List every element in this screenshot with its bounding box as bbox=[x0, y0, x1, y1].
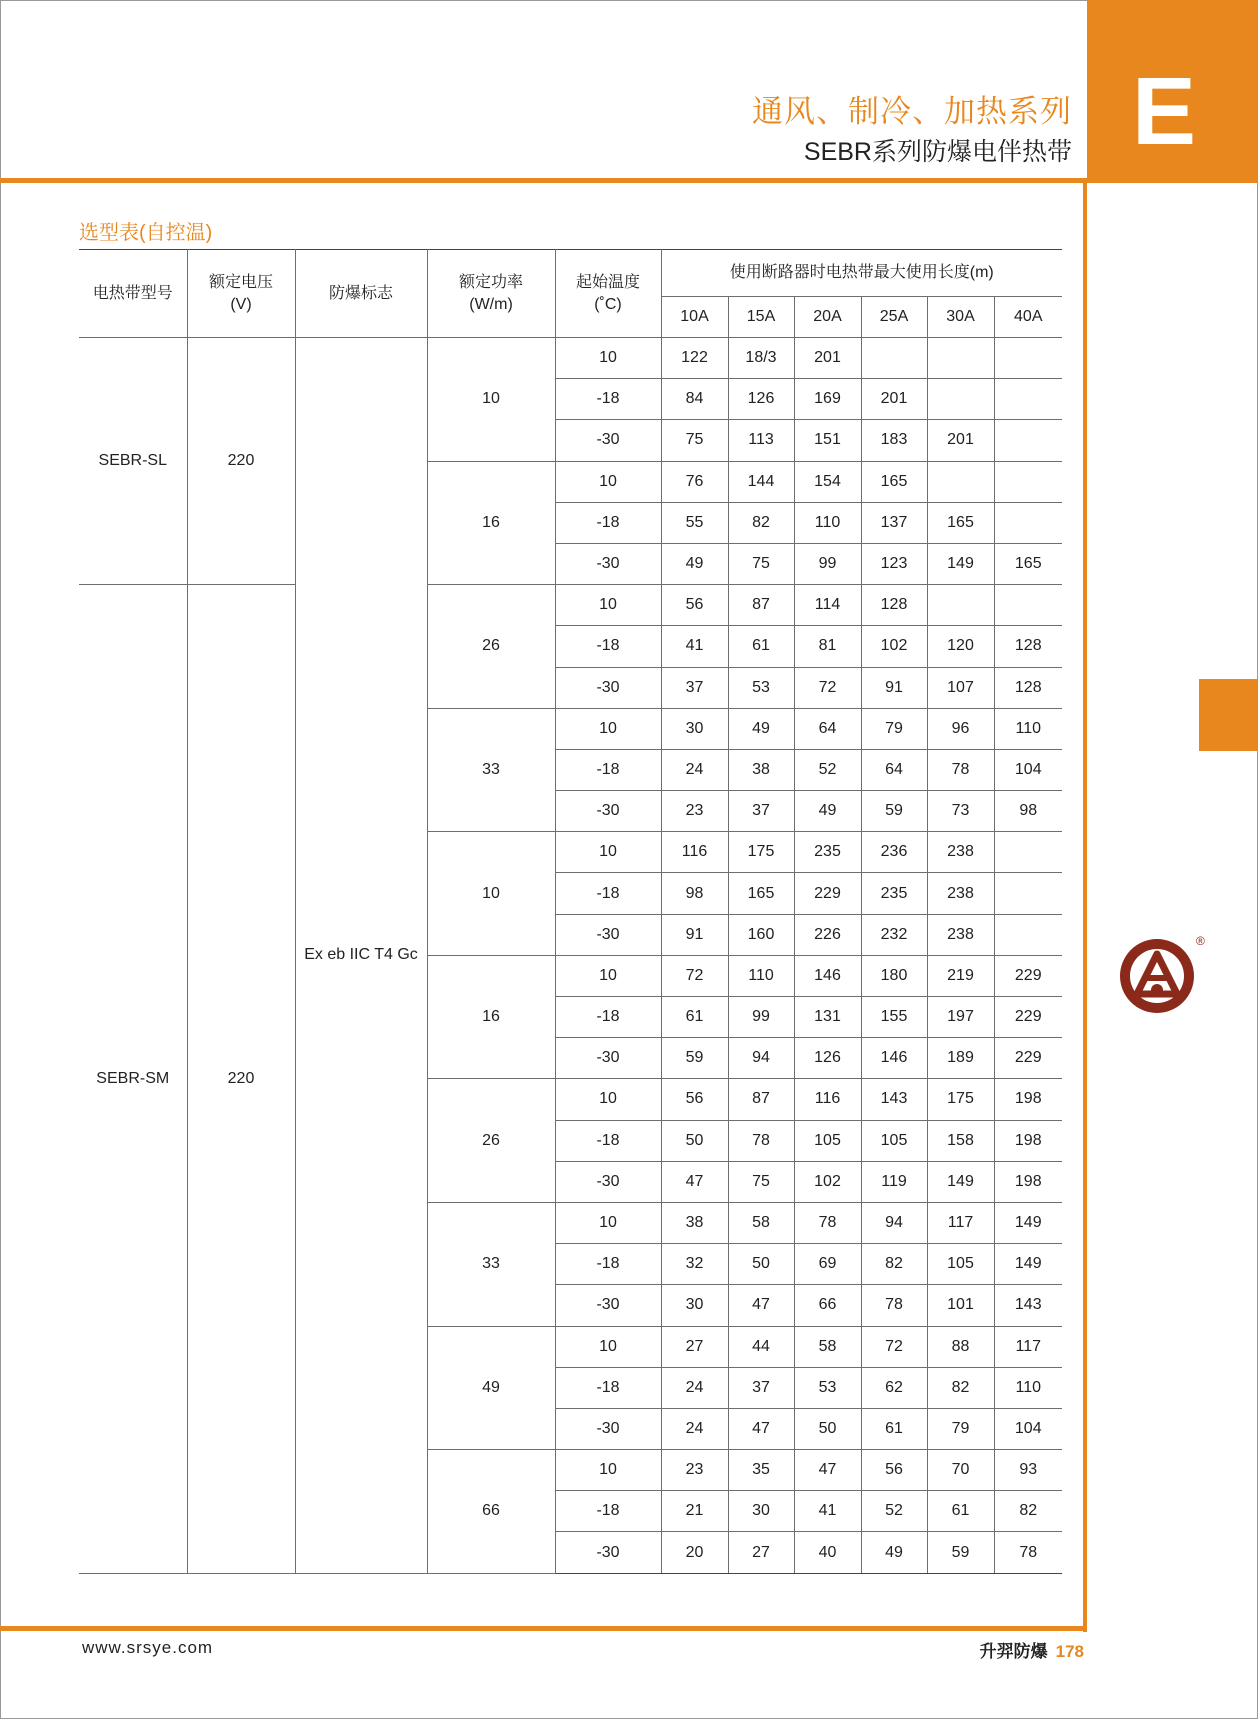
length-cell: 110 bbox=[728, 955, 794, 996]
length-cell: 41 bbox=[661, 626, 728, 667]
table-row bbox=[79, 338, 1062, 379]
length-cell: 175 bbox=[927, 1079, 994, 1120]
length-cell: 69 bbox=[794, 1244, 861, 1285]
length-cell: 61 bbox=[661, 997, 728, 1038]
length-cell: 30 bbox=[661, 708, 728, 749]
length-cell: 78 bbox=[994, 1532, 1062, 1573]
length-cell: 98 bbox=[661, 873, 728, 914]
length-cell: 104 bbox=[994, 1408, 1062, 1449]
length-cell: 98 bbox=[994, 791, 1062, 832]
length-cell: 165 bbox=[728, 873, 794, 914]
header-power-unit: (W/m) bbox=[469, 295, 513, 313]
length-cell: 23 bbox=[661, 791, 728, 832]
header-start-temp bbox=[555, 250, 661, 338]
length-cell: 113 bbox=[728, 420, 794, 461]
length-cell: 78 bbox=[794, 1202, 861, 1243]
header-temp-label: 起始温度 bbox=[575, 273, 640, 291]
start-temp-cell: -30 bbox=[555, 1408, 661, 1449]
length-cell: 154 bbox=[794, 461, 861, 502]
length-cell: 183 bbox=[861, 420, 927, 461]
length-cell bbox=[994, 461, 1062, 502]
length-cell: 58 bbox=[794, 1326, 861, 1367]
length-cell: 37 bbox=[661, 667, 728, 708]
length-cell: 21 bbox=[661, 1491, 728, 1532]
header-voltage-unit: (V) bbox=[230, 295, 252, 313]
length-cell: 144 bbox=[728, 461, 794, 502]
length-cell: 47 bbox=[794, 1450, 861, 1491]
length-cell: 62 bbox=[861, 1367, 927, 1408]
length-cell: 146 bbox=[861, 1038, 927, 1079]
start-temp-cell: 10 bbox=[555, 832, 661, 873]
length-cell: 82 bbox=[861, 1244, 927, 1285]
length-cell: 87 bbox=[728, 585, 794, 626]
length-cell: 238 bbox=[927, 873, 994, 914]
section-title: 选型表(自控温) bbox=[79, 222, 213, 244]
start-temp-cell: 10 bbox=[555, 1326, 661, 1367]
length-cell: 229 bbox=[994, 1038, 1062, 1079]
length-cell: 27 bbox=[661, 1326, 728, 1367]
length-cell: 105 bbox=[927, 1244, 994, 1285]
footer-url[interactable]: www.srsye.com bbox=[82, 1638, 214, 1657]
length-cell: 61 bbox=[728, 626, 794, 667]
length-cell: 128 bbox=[861, 585, 927, 626]
length-cell: 49 bbox=[861, 1532, 927, 1573]
length-cell: 70 bbox=[927, 1450, 994, 1491]
length-cell: 37 bbox=[728, 1367, 794, 1408]
length-cell bbox=[927, 338, 994, 379]
length-cell: 72 bbox=[661, 955, 728, 996]
section-tab-e bbox=[1087, 0, 1258, 183]
length-cell bbox=[994, 338, 1062, 379]
length-cell: 24 bbox=[661, 1367, 728, 1408]
start-temp-cell: -30 bbox=[555, 914, 661, 955]
length-cell: 50 bbox=[728, 1244, 794, 1285]
length-cell: 123 bbox=[861, 543, 927, 584]
length-cell: 201 bbox=[927, 420, 994, 461]
length-cell: 32 bbox=[661, 1244, 728, 1285]
start-temp-cell: 10 bbox=[555, 955, 661, 996]
right-border bbox=[1083, 178, 1087, 1632]
length-cell: 236 bbox=[861, 832, 927, 873]
length-cell: 35 bbox=[728, 1450, 794, 1491]
start-temp-cell: -18 bbox=[555, 997, 661, 1038]
length-cell bbox=[861, 338, 927, 379]
power-cell: 26 bbox=[427, 585, 555, 709]
length-cell: 198 bbox=[994, 1161, 1062, 1202]
length-cell: 128 bbox=[994, 626, 1062, 667]
voltage-cell: 220 bbox=[187, 338, 295, 585]
length-cell: 75 bbox=[661, 420, 728, 461]
length-cell: 126 bbox=[728, 379, 794, 420]
length-cell: 116 bbox=[794, 1079, 861, 1120]
length-cell: 229 bbox=[794, 873, 861, 914]
power-cell: 16 bbox=[427, 955, 555, 1079]
brand-logo-icon bbox=[1112, 932, 1202, 1016]
power-cell: 66 bbox=[427, 1450, 555, 1574]
length-cell: 143 bbox=[994, 1285, 1062, 1326]
footer-divider bbox=[0, 1626, 1087, 1631]
length-cell: 30 bbox=[661, 1285, 728, 1326]
table-body bbox=[79, 338, 1062, 1574]
length-cell: 198 bbox=[994, 1120, 1062, 1161]
length-cell: 41 bbox=[794, 1491, 861, 1532]
length-cell: 61 bbox=[861, 1408, 927, 1449]
length-cell: 88 bbox=[927, 1326, 994, 1367]
length-cell: 201 bbox=[861, 379, 927, 420]
length-cell: 72 bbox=[794, 667, 861, 708]
start-temp-cell: -30 bbox=[555, 543, 661, 584]
model-cell: SEBR-SM bbox=[79, 585, 187, 1574]
length-cell: 165 bbox=[994, 543, 1062, 584]
length-cell: 197 bbox=[927, 997, 994, 1038]
length-cell: 201 bbox=[794, 338, 861, 379]
start-temp-cell: 10 bbox=[555, 1202, 661, 1243]
length-cell: 93 bbox=[994, 1450, 1062, 1491]
registered-mark: ® bbox=[1196, 934, 1205, 948]
length-cell: 149 bbox=[927, 1161, 994, 1202]
length-cell: 149 bbox=[994, 1202, 1062, 1243]
start-temp-cell: 10 bbox=[555, 1079, 661, 1120]
start-temp-cell: 10 bbox=[555, 585, 661, 626]
length-cell: 50 bbox=[661, 1120, 728, 1161]
length-cell: 102 bbox=[861, 626, 927, 667]
length-cell: 49 bbox=[728, 708, 794, 749]
length-cell: 169 bbox=[794, 379, 861, 420]
length-cell: 94 bbox=[728, 1038, 794, 1079]
header-ex-mark: 防爆标志 bbox=[295, 250, 427, 338]
start-temp-cell: -18 bbox=[555, 626, 661, 667]
length-cell: 52 bbox=[861, 1491, 927, 1532]
power-cell: 33 bbox=[427, 1202, 555, 1326]
length-cell: 110 bbox=[994, 708, 1062, 749]
length-cell: 47 bbox=[661, 1161, 728, 1202]
header-divider bbox=[0, 178, 1087, 183]
length-cell: 165 bbox=[861, 461, 927, 502]
start-temp-cell: -18 bbox=[555, 749, 661, 790]
length-cell: 143 bbox=[861, 1079, 927, 1120]
length-cell: 128 bbox=[994, 667, 1062, 708]
length-cell: 79 bbox=[861, 708, 927, 749]
footer-brand-name: 升羿防爆 bbox=[979, 1642, 1048, 1661]
power-cell: 49 bbox=[427, 1326, 555, 1450]
length-cell: 229 bbox=[994, 955, 1062, 996]
length-cell: 53 bbox=[728, 667, 794, 708]
start-temp-cell: -30 bbox=[555, 1532, 661, 1573]
length-cell: 149 bbox=[994, 1244, 1062, 1285]
header-voltage-label: 额定电压 bbox=[208, 273, 273, 291]
length-cell: 238 bbox=[927, 832, 994, 873]
length-cell: 66 bbox=[794, 1285, 861, 1326]
length-cell: 61 bbox=[927, 1491, 994, 1532]
length-cell bbox=[927, 585, 994, 626]
selection-table bbox=[79, 249, 1062, 1574]
start-temp-cell: -18 bbox=[555, 502, 661, 543]
start-temp-cell: -30 bbox=[555, 1285, 661, 1326]
header-voltage bbox=[187, 250, 295, 338]
length-cell: 189 bbox=[927, 1038, 994, 1079]
start-temp-cell: -30 bbox=[555, 791, 661, 832]
length-cell: 52 bbox=[794, 749, 861, 790]
start-temp-cell: -18 bbox=[555, 1120, 661, 1161]
table-row bbox=[79, 585, 1062, 626]
length-cell bbox=[927, 461, 994, 502]
ex-mark-cell: Ex eb IIC T4 Gc bbox=[295, 338, 427, 1574]
length-cell: 116 bbox=[661, 832, 728, 873]
length-cell: 59 bbox=[661, 1038, 728, 1079]
length-cell: 47 bbox=[728, 1408, 794, 1449]
length-cell: 78 bbox=[861, 1285, 927, 1326]
length-cell: 198 bbox=[994, 1079, 1062, 1120]
length-cell: 55 bbox=[661, 502, 728, 543]
length-cell: 38 bbox=[728, 749, 794, 790]
length-cell bbox=[994, 502, 1062, 543]
length-cell: 96 bbox=[927, 708, 994, 749]
start-temp-cell: -30 bbox=[555, 420, 661, 461]
length-cell: 101 bbox=[927, 1285, 994, 1326]
length-cell: 110 bbox=[994, 1367, 1062, 1408]
power-cell: 26 bbox=[427, 1079, 555, 1203]
length-cell: 58 bbox=[728, 1202, 794, 1243]
header-breaker: 10A bbox=[661, 297, 728, 338]
length-cell: 107 bbox=[927, 667, 994, 708]
model-cell: SEBR-SL bbox=[79, 338, 187, 585]
start-temp-cell: -18 bbox=[555, 379, 661, 420]
power-cell: 16 bbox=[427, 461, 555, 585]
length-cell: 24 bbox=[661, 1408, 728, 1449]
side-thumb-tab bbox=[1199, 679, 1258, 751]
start-temp-cell: -30 bbox=[555, 667, 661, 708]
header-power-label: 额定功率 bbox=[458, 273, 523, 291]
start-temp-cell: -18 bbox=[555, 873, 661, 914]
length-cell: 53 bbox=[794, 1367, 861, 1408]
length-cell: 56 bbox=[861, 1450, 927, 1491]
length-cell: 165 bbox=[927, 502, 994, 543]
length-cell: 120 bbox=[927, 626, 994, 667]
length-cell: 137 bbox=[861, 502, 927, 543]
length-cell: 75 bbox=[728, 543, 794, 584]
length-cell: 27 bbox=[728, 1532, 794, 1573]
section-letter: E bbox=[1132, 58, 1197, 165]
length-cell: 114 bbox=[794, 585, 861, 626]
power-cell: 33 bbox=[427, 708, 555, 832]
length-cell: 235 bbox=[794, 832, 861, 873]
power-cell: 10 bbox=[427, 832, 555, 956]
length-cell bbox=[994, 379, 1062, 420]
length-cell: 84 bbox=[661, 379, 728, 420]
length-cell: 158 bbox=[927, 1120, 994, 1161]
length-cell: 122 bbox=[661, 338, 728, 379]
header-breaker: 15A bbox=[728, 297, 794, 338]
length-cell: 119 bbox=[861, 1161, 927, 1202]
header-max-length: 使用断路器时电热带最大使用长度(m) bbox=[661, 250, 1062, 297]
start-temp-cell: 10 bbox=[555, 708, 661, 749]
length-cell: 64 bbox=[861, 749, 927, 790]
length-cell: 37 bbox=[728, 791, 794, 832]
page-number: 178 bbox=[1055, 1642, 1084, 1661]
length-cell: 40 bbox=[794, 1532, 861, 1573]
start-temp-cell: 10 bbox=[555, 461, 661, 502]
length-cell: 160 bbox=[728, 914, 794, 955]
length-cell bbox=[994, 914, 1062, 955]
length-cell: 219 bbox=[927, 955, 994, 996]
length-cell: 18/3 bbox=[728, 338, 794, 379]
length-cell: 24 bbox=[661, 749, 728, 790]
length-cell: 126 bbox=[794, 1038, 861, 1079]
length-cell: 44 bbox=[728, 1326, 794, 1367]
length-cell: 99 bbox=[794, 543, 861, 584]
length-cell: 104 bbox=[994, 749, 1062, 790]
length-cell: 149 bbox=[927, 543, 994, 584]
page-subtitle: SEBR系列防爆电伴热带 bbox=[803, 138, 1072, 166]
length-cell: 151 bbox=[794, 420, 861, 461]
length-cell: 229 bbox=[994, 997, 1062, 1038]
length-cell: 78 bbox=[728, 1120, 794, 1161]
length-cell: 59 bbox=[861, 791, 927, 832]
length-cell: 56 bbox=[661, 585, 728, 626]
power-cell: 10 bbox=[427, 338, 555, 462]
length-cell bbox=[927, 379, 994, 420]
length-cell: 76 bbox=[661, 461, 728, 502]
length-cell: 87 bbox=[728, 1079, 794, 1120]
length-cell: 81 bbox=[794, 626, 861, 667]
length-cell: 38 bbox=[661, 1202, 728, 1243]
header-power bbox=[427, 250, 555, 338]
length-cell: 155 bbox=[861, 997, 927, 1038]
length-cell: 64 bbox=[794, 708, 861, 749]
length-cell bbox=[994, 873, 1062, 914]
length-cell: 82 bbox=[728, 502, 794, 543]
length-cell: 72 bbox=[861, 1326, 927, 1367]
length-cell bbox=[994, 585, 1062, 626]
length-cell: 23 bbox=[661, 1450, 728, 1491]
start-temp-cell: -18 bbox=[555, 1244, 661, 1285]
start-temp-cell: -18 bbox=[555, 1367, 661, 1408]
length-cell: 47 bbox=[728, 1285, 794, 1326]
page-title: 通风、制冷、加热系列 bbox=[752, 94, 1072, 129]
length-cell: 105 bbox=[861, 1120, 927, 1161]
header-breaker: 20A bbox=[794, 297, 861, 338]
length-cell: 49 bbox=[794, 791, 861, 832]
voltage-cell: 220 bbox=[187, 585, 295, 1574]
length-cell: 102 bbox=[794, 1161, 861, 1202]
length-cell: 131 bbox=[794, 997, 861, 1038]
length-cell: 73 bbox=[927, 791, 994, 832]
length-cell: 79 bbox=[927, 1408, 994, 1449]
start-temp-cell: -30 bbox=[555, 1038, 661, 1079]
length-cell: 56 bbox=[661, 1079, 728, 1120]
length-cell: 78 bbox=[927, 749, 994, 790]
length-cell: 226 bbox=[794, 914, 861, 955]
length-cell: 117 bbox=[927, 1202, 994, 1243]
length-cell: 91 bbox=[661, 914, 728, 955]
length-cell: 110 bbox=[794, 502, 861, 543]
length-cell: 175 bbox=[728, 832, 794, 873]
length-cell: 82 bbox=[927, 1367, 994, 1408]
header-breaker: 40A bbox=[994, 297, 1062, 338]
length-cell: 20 bbox=[661, 1532, 728, 1573]
footer-brand bbox=[980, 1637, 1084, 1662]
header-breaker: 25A bbox=[861, 297, 927, 338]
length-cell: 99 bbox=[728, 997, 794, 1038]
start-temp-cell: -18 bbox=[555, 1491, 661, 1532]
length-cell: 59 bbox=[927, 1532, 994, 1573]
length-cell: 75 bbox=[728, 1161, 794, 1202]
header-breaker: 30A bbox=[927, 297, 994, 338]
length-cell: 232 bbox=[861, 914, 927, 955]
length-cell bbox=[994, 420, 1062, 461]
start-temp-cell: 10 bbox=[555, 338, 661, 379]
header-model: 电热带型号 bbox=[79, 250, 187, 338]
header-temp-unit: (˚C) bbox=[594, 295, 622, 313]
length-cell: 235 bbox=[861, 873, 927, 914]
start-temp-cell: 10 bbox=[555, 1450, 661, 1491]
length-cell: 49 bbox=[661, 543, 728, 584]
length-cell: 30 bbox=[728, 1491, 794, 1532]
length-cell: 50 bbox=[794, 1408, 861, 1449]
length-cell: 105 bbox=[794, 1120, 861, 1161]
length-cell: 146 bbox=[794, 955, 861, 996]
length-cell bbox=[994, 832, 1062, 873]
length-cell: 238 bbox=[927, 914, 994, 955]
start-temp-cell: -30 bbox=[555, 1161, 661, 1202]
length-cell: 94 bbox=[861, 1202, 927, 1243]
length-cell: 117 bbox=[994, 1326, 1062, 1367]
length-cell: 91 bbox=[861, 667, 927, 708]
length-cell: 82 bbox=[994, 1491, 1062, 1532]
length-cell: 180 bbox=[861, 955, 927, 996]
